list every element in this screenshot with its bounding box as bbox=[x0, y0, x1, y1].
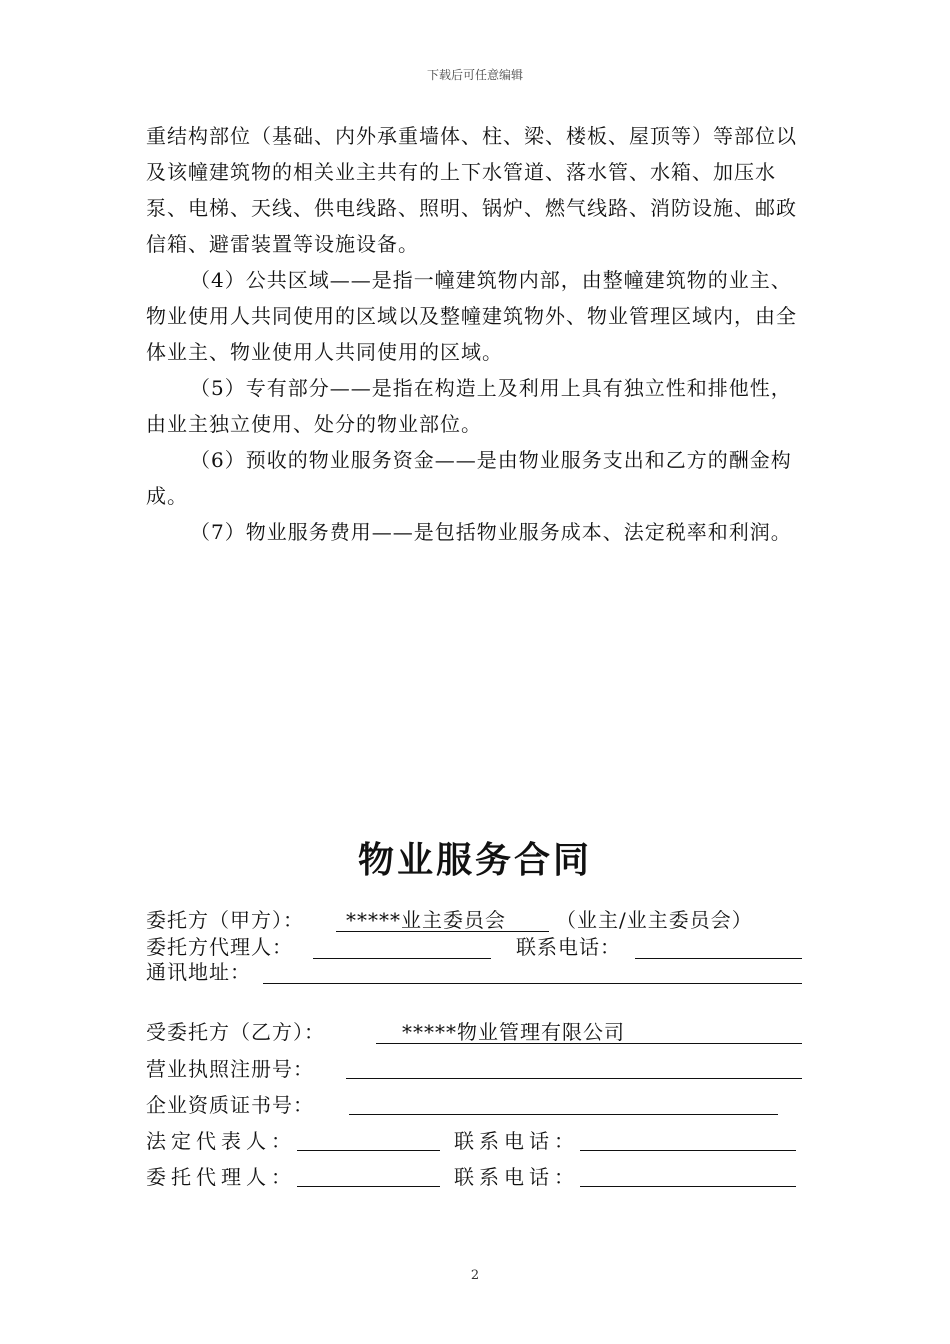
agent-phone-line bbox=[580, 1186, 796, 1187]
agent-line bbox=[297, 1186, 440, 1187]
agent-label: 委托代理人： bbox=[146, 1165, 296, 1189]
license-label: 营业执照注册号： bbox=[146, 1057, 314, 1081]
body-text bbox=[146, 118, 806, 550]
agent-phone-label: 联系电话： bbox=[454, 1165, 579, 1189]
paragraph-prepaid-funds: （6）预收的物业服务资金——是由物业服务支出和乙方的酬金构成。 bbox=[146, 448, 792, 508]
qualification-label: 企业资质证书号： bbox=[146, 1093, 314, 1117]
paragraph-structure-parts: 重结构部位（基础、内外承重墙体、柱、梁、楼板、屋顶等）等部位以及该幢建筑物的相关业主共有的上下水管道、落水管、水箱、加压水泵、电梯、天线、供电线路、照明、锅炉、燃气线路、消防设施、邮政信箱、避雷装置等设施设备。 bbox=[146, 124, 797, 256]
legal-rep-line bbox=[297, 1150, 440, 1151]
legal-rep-phone-line bbox=[580, 1150, 796, 1151]
paragraph-service-fees: （7）物业服务费用——是包括物业服务成本、法定税率和利润。 bbox=[190, 520, 792, 544]
legal-rep-phone-label: 联系电话： bbox=[454, 1129, 579, 1153]
party-a-agent-label: 委托方代理人： bbox=[146, 935, 293, 959]
license-line bbox=[346, 1078, 802, 1079]
party-a-phone-line bbox=[635, 958, 802, 959]
address-label: 通讯地址： bbox=[146, 960, 251, 984]
party-a-phone-label: 联系电话： bbox=[516, 935, 621, 959]
party-a-agent-line bbox=[313, 958, 491, 959]
party-a-label: 委托方（甲方）： bbox=[146, 908, 304, 932]
party-b-value: *****物业管理有限公司 bbox=[402, 1020, 625, 1044]
header-note: 下载后可任意编辑 bbox=[426, 68, 523, 82]
paragraph-exclusive-part: （5）专有部分——是指在构造上及利用上具有独立性和排他性，由业主独立使用、处分的物业部位。 bbox=[146, 376, 792, 436]
party-a-value: *****业主委员会 bbox=[346, 908, 506, 932]
party-b-label: 受委托方（乙方）： bbox=[146, 1020, 325, 1044]
qualification-line bbox=[349, 1114, 778, 1115]
legal-rep-label: 法定代表人： bbox=[146, 1129, 296, 1153]
paragraph-public-area: （4）公共区域——是指一幢建筑物内部，由整幢建筑物的业主、物业使用人共同使用的区域以及整幢建筑物外、物业管理区域内，由全体业主、物业使用人共同使用的区域。 bbox=[146, 268, 797, 364]
contract-title: 物业服务合同 bbox=[357, 839, 592, 881]
party-a-suffix: （业主/业主委员会） bbox=[556, 908, 753, 932]
address-line bbox=[263, 983, 802, 984]
page-number: 2 bbox=[470, 1268, 480, 1283]
